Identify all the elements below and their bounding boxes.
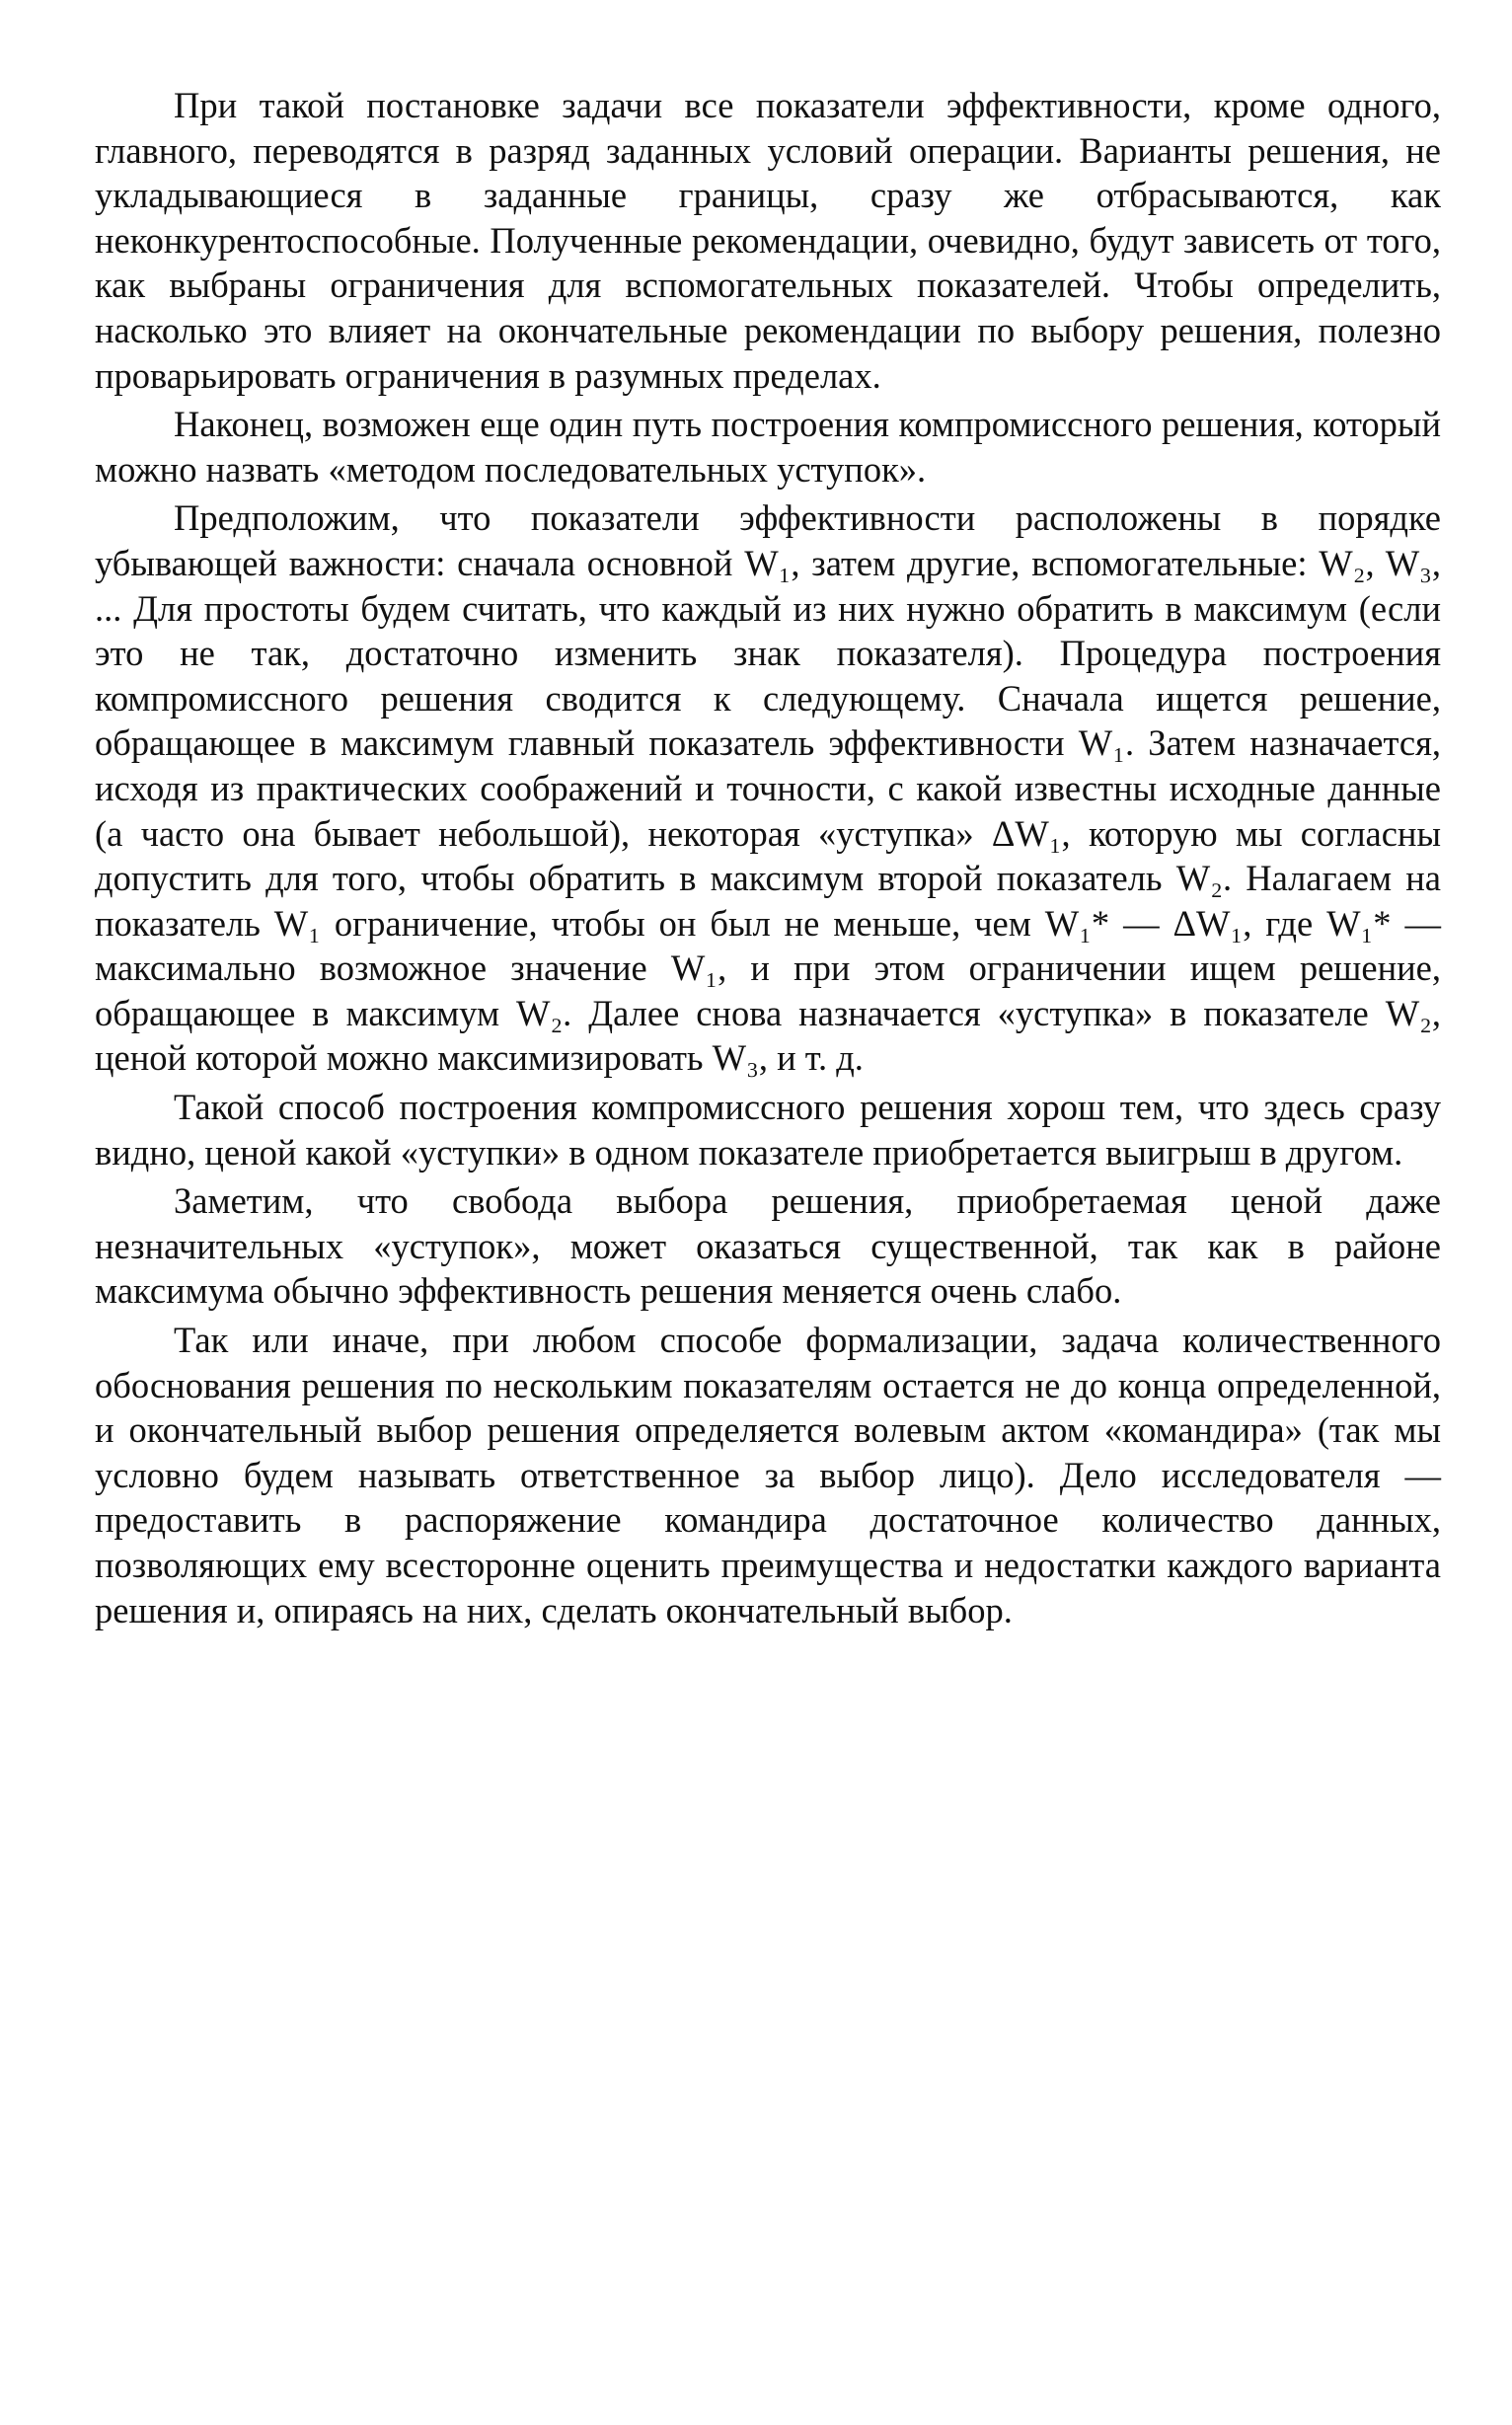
paragraph-4: Такой способ построения компромиссного решения хорош тем, что здесь сразу видно, ценой какой «уступки» в одном показателе приобретается выигрыш в другом. [95,1087,1441,1173]
paragraph-6: Так или иначе, при любом способе формализации, задача количественного обоснования решения по нескольким показателям остается не до конца определенной, и окончательный выбор решения определяется волевым актом «командира» (так мы условно будем называть ответственное за выбор лицо). Дело исследователя — предоставить в распоряжение командира достаточное количество данных, позволяющих ему всесторонне оценить преимущества и недостатки каждого варианта решения и, опираясь на них, сделать окончательный выбор. [95,1320,1441,1630]
paragraph-2: Наконец, возможен еще один путь построения компромиссного решения, который можно назвать «методом последовательных уступок». [95,404,1441,490]
document-page [95,83,1441,1632]
paragraph-1: При такой постановке задачи все показатели эффективности, кроме одного, главного, переводятся в разряд заданных условий операции. Варианты решения, не укладывающиеся в заданные границы, сразу же отбрасываются, как неконкурентоспособные. Полученные рекомендации, очевидно, будут зависеть от того, как выбраны ограничения для вспомогательных показателей. Чтобы определить, насколько это влияет на окончательные рекомендации по выбору решения, полезно проварьировать ограничения в разумных пределах. [95,85,1441,396]
paragraph-5: Заметим, что свобода выбора решения, приобретаемая ценой даже незначительных «уступок», может оказаться существенной, так как в районе максимума обычно эффективность решения меняется очень слабо. [95,1180,1441,1312]
paragraph-3: Предположим, что показатели эффективности расположены в порядке убывающей важности: сначала основной W₁, затем другие, вспомогательные: W₂, W₃, ... Для простоты будем считать, что каждый из них нужно обратить в максимум (если это не так, достаточно изменить знак показателя). Процедура построения компромиссного решения сводится к следующему. Сначала ищется решение, обращающее в максимум главный показатель эффективности W₁. Затем назначается, исходя из практических соображений и точности, с какой известны исходные данные (а часто она бывает небольшой), некоторая «уступка» ΔW₁, которую мы согласны допустить для того, чтобы обратить в максимум второй показатель W₂. Налагаем на показатель W₁ ограничение, чтобы он был не меньше, чем W₁* — ΔW₁, где W₁* — максимально возможное значение W₁, и при этом ограничении ищем решение, обращающее в максимум W₂. Далее снова назначается «уступка» в показателе W₂, ценой которой можно максимизировать W₃, и т. д. [95,497,1441,1079]
